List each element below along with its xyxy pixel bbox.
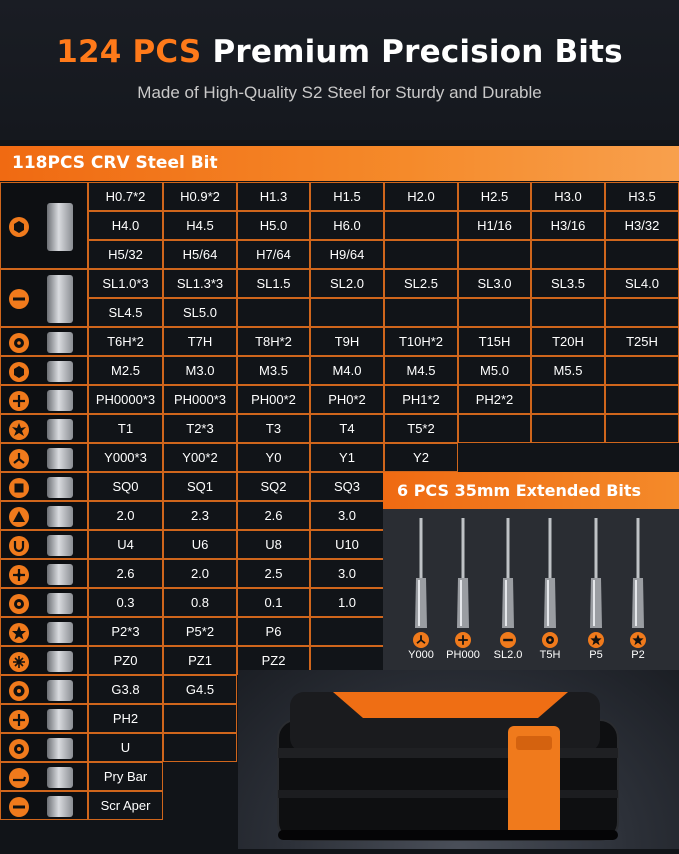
torx-security-icon [9,333,29,353]
bit-type-cell [0,327,88,356]
bit-type-cell [0,530,88,559]
bit-type-cell [0,704,88,733]
bit-size-cell [458,240,531,269]
bit-photo [47,477,73,498]
bit-type-cell [0,501,88,530]
bit-size-cell: H1.3 [237,182,310,211]
crv-section-header [0,146,679,181]
bit-size-cell: T4 [310,414,384,443]
bit-size-cell: 2.6 [88,559,163,588]
hex-icon [9,217,29,237]
bit-size-cell [237,298,310,327]
bit-photo [47,361,73,382]
bit-photo [47,275,73,323]
bit-size-cell: 0.8 [163,588,237,617]
bit-size-cell: H2.0 [384,182,458,211]
bit-size-cell: H4.0 [88,211,163,240]
hex-socket-icon [9,362,29,382]
bit-size-cell: PH2 [88,704,163,733]
bit-type-cell [0,472,88,501]
bit-size-cell [531,240,605,269]
bit-size-cell [458,414,531,443]
bit-size-cell: U [88,733,163,762]
torx-security-icon [542,632,558,648]
bit-size-cell [605,356,679,385]
crv-section-title: 118PCS CRV Steel Bit [12,153,218,173]
bit-size-cell: T20H [531,327,605,356]
extended-bit-label: T5H [539,649,561,661]
bit-size-cell: H1.5 [310,182,384,211]
bit-size-cell: T15H [458,327,531,356]
extended-bit-label: PH000 [446,649,480,661]
phillips-icon [455,632,471,648]
bit-size-cell: H9/64 [310,240,384,269]
bit-size-cell: H0.7*2 [88,182,163,211]
bit-type-cell [0,617,88,646]
extended-bit-photo [543,518,557,628]
bit-size-cell: U4 [88,530,163,559]
bit-size-cell: SL1.0*3 [88,269,163,298]
bit-size-cell: H3.5 [605,182,679,211]
bit-size-cell: 2.5 [237,559,310,588]
bit-size-cell [458,298,531,327]
bit-type-cell [0,791,88,820]
bit-photo [47,203,73,251]
bit-size-cell: P2*3 [88,617,163,646]
bit-size-cell: 3.0 [310,501,384,530]
bit-size-cell [605,385,679,414]
bit-size-cell [384,240,458,269]
bit-size-cell: Y000*3 [88,443,163,472]
bit-size-cell: PH1*2 [384,385,458,414]
pozidriv-icon [9,652,29,672]
title-text: Premium Precision Bits [201,34,623,70]
bit-size-cell [310,617,384,646]
bit-size-cell: H2.5 [458,182,531,211]
bit-type-cell [0,414,88,443]
bit-size-cell [531,385,605,414]
extended-bit-photo [414,518,428,628]
round-socket-icon [9,594,29,614]
bit-size-cell: Y0 [237,443,310,472]
bit-size-cell: T2*3 [163,414,237,443]
bit-size-cell: Y1 [310,443,384,472]
bit-photo [47,680,73,701]
pentalobe-icon [588,632,604,648]
bit-size-cell [384,298,458,327]
extended-bit-photo [501,518,515,628]
bit-photo [47,593,73,614]
bit-size-cell: SL2.5 [384,269,458,298]
extended-bit-label: SL2.0 [493,649,523,661]
bit-type-cell [0,385,88,414]
phillips-icon [9,391,29,411]
bit-size-cell: 0.1 [237,588,310,617]
pentalobe-icon [630,632,646,648]
bit-photo [47,564,73,585]
extended-bit-photo [631,518,645,628]
bit-size-cell: SL4.5 [88,298,163,327]
extended-bits-header [383,472,679,509]
bit-photo [47,709,73,730]
bit-size-cell: SL5.0 [163,298,237,327]
slotted-icon [9,289,29,309]
bit-size-cell: 0.3 [88,588,163,617]
extended-bits-panel [383,472,679,670]
bit-size-cell [605,414,679,443]
bit-type-cell [0,588,88,617]
bit-size-cell [163,733,237,762]
bit-size-cell: T10H*2 [384,327,458,356]
bit-size-cell: SL1.5 [237,269,310,298]
gear-icon [9,681,29,701]
bit-photo [47,651,73,672]
bit-size-cell: U8 [237,530,310,559]
bit-size-cell [384,211,458,240]
bit-size-cell: PZ2 [237,646,310,675]
bit-photo [47,390,73,411]
pry-bar-icon [9,768,29,788]
bit-type-cell [0,733,88,762]
bit-size-cell: PZ0 [88,646,163,675]
bit-size-cell: Pry Bar [88,762,163,791]
page-subtitle: Made of High-Quality S2 Steel for Sturdy and Durable [137,83,542,102]
torx-icon [9,420,29,440]
bit-size-cell: H7/64 [237,240,310,269]
bit-photo [47,332,73,353]
bit-size-cell: SL4.0 [605,269,679,298]
bit-size-cell: M3.5 [237,356,310,385]
bit-size-cell [310,298,384,327]
bit-type-cell [0,559,88,588]
bit-size-cell: H1/16 [458,211,531,240]
bit-size-cell: H5.0 [237,211,310,240]
bit-size-cell: SL3.0 [458,269,531,298]
bit-size-cell: T7H [163,327,237,356]
round-socket-icon [9,739,29,759]
tri-wing-icon [413,632,429,648]
extended-bit-photo [456,518,470,628]
extended-bits-title: 6 PCS 35mm Extended Bits [397,481,642,500]
extended-bit-label: P2 [631,649,645,661]
square-icon [9,478,29,498]
bit-photo [47,448,73,469]
bit-size-cell [605,240,679,269]
hero-banner [0,0,679,140]
bit-size-cell: Y00*2 [163,443,237,472]
bit-size-cell: U6 [163,530,237,559]
bit-size-cell: H5/32 [88,240,163,269]
bit-size-cell: PH0000*3 [88,385,163,414]
bit-size-cell: M5.5 [531,356,605,385]
bit-size-cell: Y2 [384,443,458,472]
bit-size-cell: SL2.0 [310,269,384,298]
bit-size-cell: SQ2 [237,472,310,501]
bit-size-cell: H4.5 [163,211,237,240]
bit-size-cell: PH2*2 [458,385,531,414]
triangle-icon [9,507,29,527]
bit-size-cell: 2.3 [163,501,237,530]
bit-size-cell: H3/32 [605,211,679,240]
bit-size-cell [531,298,605,327]
bit-type-cell [0,675,88,704]
u-shape-icon [9,536,29,556]
bit-type-cell [0,182,88,269]
bit-photo [47,622,73,643]
bit-size-cell [605,298,679,327]
bit-size-cell: P6 [237,617,310,646]
bit-size-cell: H3.0 [531,182,605,211]
cross-icon [9,565,29,585]
tri-wing-icon [9,449,29,469]
bit-size-cell: P5*2 [163,617,237,646]
phillips-icon [9,710,29,730]
bit-size-cell: T8H*2 [237,327,310,356]
bit-size-cell: SQ0 [88,472,163,501]
title-count: 124 PCS [56,34,202,70]
bit-photo [47,419,73,440]
bit-size-cell: T25H [605,327,679,356]
toolkit-case-image [238,670,679,849]
bit-type-cell [0,356,88,385]
bit-size-cell: PH00*2 [237,385,310,414]
slotted-icon [9,797,29,817]
bit-photo [47,767,73,788]
bit-type-cell [0,646,88,675]
bit-size-cell: 1.0 [310,588,384,617]
bit-size-cell: 2.0 [163,559,237,588]
bit-type-cell [0,269,88,327]
bit-size-cell: T9H [310,327,384,356]
bit-size-cell: M3.0 [163,356,237,385]
bit-photo [47,535,73,556]
bit-size-cell: G4.5 [163,675,237,704]
bit-photo [47,796,73,817]
bit-size-cell: H6.0 [310,211,384,240]
bit-size-cell: 2.6 [237,501,310,530]
bit-size-cell: H3/16 [531,211,605,240]
bit-size-cell: 3.0 [310,559,384,588]
extended-bit-photo [589,518,603,628]
bit-size-cell: H5/64 [163,240,237,269]
bit-size-cell: T3 [237,414,310,443]
extended-bit-label: Y000 [408,649,434,661]
bit-size-cell: 2.0 [88,501,163,530]
bit-size-cell: H0.9*2 [163,182,237,211]
bit-size-cell: PZ1 [163,646,237,675]
bit-size-cell: PH0*2 [310,385,384,414]
bit-size-cell: G3.8 [88,675,163,704]
bit-size-cell: SL3.5 [531,269,605,298]
slotted-icon [500,632,516,648]
bit-size-cell: T1 [88,414,163,443]
bit-size-cell: T6H*2 [88,327,163,356]
bit-size-cell [163,704,237,733]
extended-bit-label: P5 [589,649,603,661]
bit-photo [47,738,73,759]
bit-size-cell: SL1.3*3 [163,269,237,298]
bit-size-cell: T5*2 [384,414,458,443]
bit-size-cell: U10 [310,530,384,559]
case-photo-area [238,670,679,849]
bit-size-cell: SQ3 [310,472,384,501]
bit-size-cell: M5.0 [458,356,531,385]
bit-size-cell: SQ1 [163,472,237,501]
bit-type-cell [0,443,88,472]
bit-size-cell [531,414,605,443]
bit-size-cell: M4.5 [384,356,458,385]
bit-photo [47,506,73,527]
pentalobe-icon [9,623,29,643]
bit-size-cell: M4.0 [310,356,384,385]
bit-size-cell: M2.5 [88,356,163,385]
bit-size-cell: Scr Aper [88,791,163,820]
bit-type-cell [0,762,88,791]
bit-size-cell: PH000*3 [163,385,237,414]
page-title [0,34,679,70]
